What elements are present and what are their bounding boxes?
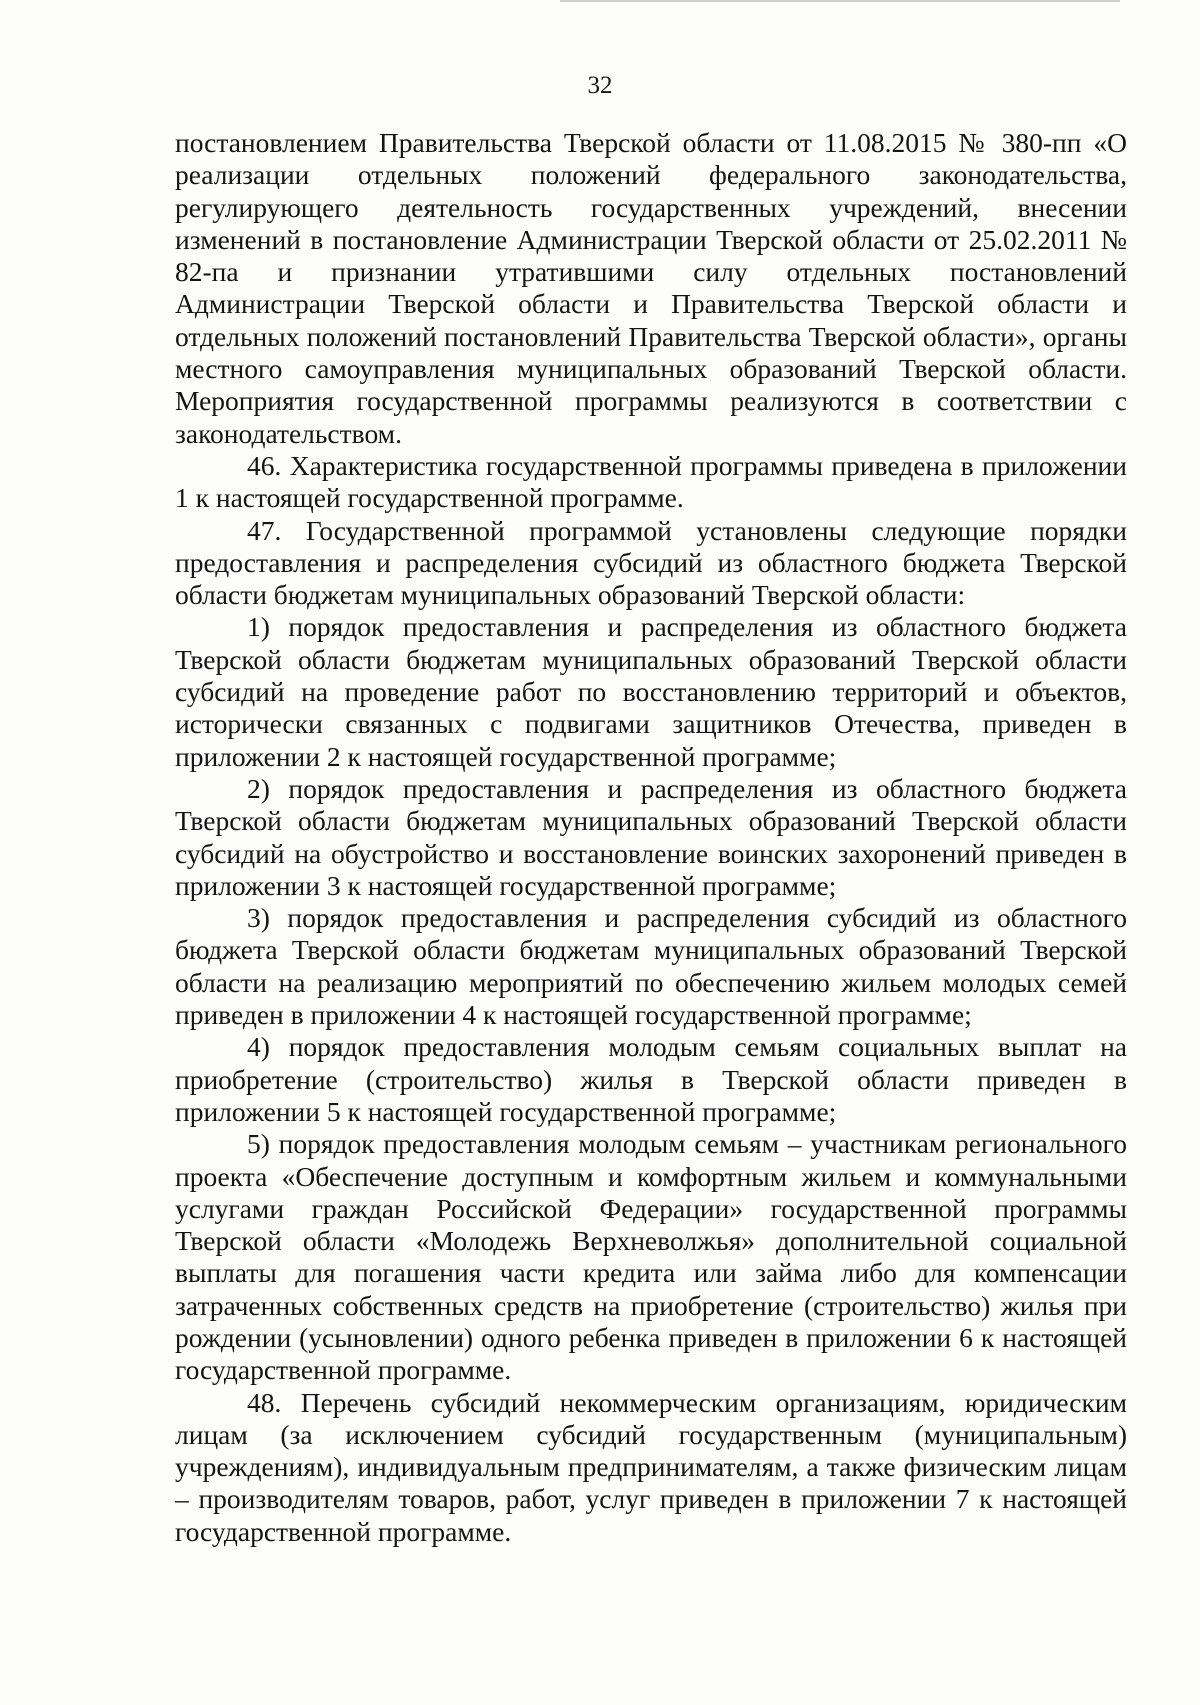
- top-edge-line: [560, 0, 1120, 2]
- list-item-2: 2) порядок предоставления и распределения из областного бюджета Тверской области бюджетам муниципальных образований Тверской области субсидий на обустройство и восстановление воинских захоронений приведен в приложении 3 к настоящей государственной программе;: [175, 772, 1127, 901]
- document-body: [175, 127, 1127, 1548]
- list-item-4: 4) порядок предоставления молодым семьям социальных выплат на приобретение (строительство) жилья в Тверской области приведен в приложении 5 к настоящей государственной программе;: [175, 1031, 1127, 1127]
- list-item-5: 5) порядок предоставления молодым семьям – участникам регионального проекта «Обеспечение доступным и комфортным жильем и коммунальными услугами граждан Российской Федерации» государственной программы Тверской области «Молодежь Верхневолжья» дополнительной социальной выплаты для погашения части кредита или займа либо для компенсации затраченных собственных средств на приобретение (строительство) жилья при рождении (усыновлении) одного ребенка приведен в приложении 6 к настоящей государственной программе.: [175, 1128, 1127, 1386]
- list-item-3: 3) порядок предоставления и распределения субсидий из областного бюджета Тверской области бюджетам муниципальных образований Тверской области на реализацию мероприятий по обеспечению жильем молодых семей приведен в приложении 4 к настоящей государственной программе;: [175, 902, 1127, 1031]
- list-item-1: 1) порядок предоставления и распределения из областного бюджета Тверской области бюджетам муниципальных образований Тверской области субсидий на проведение работ по восстановлению территорий и объектов, исторически связанных с подвигами защитников Отечества, приведен в приложении 2 к настоящей государственной программе;: [175, 611, 1127, 772]
- paragraph-47: 47. Государственной программой установлены следующие порядки предоставления и распределения субсидий из областного бюджета Тверской области бюджетам муниципальных образований Тверской области:: [175, 514, 1127, 611]
- paragraph-46: 46. Характеристика государственной программы приведена в приложении 1 к настоящей государственной программе.: [175, 449, 1127, 514]
- page-number: 32: [587, 72, 613, 99]
- paragraph-48: 48. Перечень субсидий некоммерческим организациям, юридическим лицам (за исключением субсидий государственным (муниципальным) учреждениям), индивидуальным предпринимателям, а также физическим лицам – производителям товаров, работ, услуг приведен в приложении 7 к настоящей государственной программе.: [175, 1386, 1127, 1547]
- paragraph-intro: постановлением Правительства Тверской области от 11.08.2015 № 380-пп «О реализации отдельных положений федерального законодательства, регулирующего деятельность государственных учреждений, внесении изменений в постановление Администрации Тверской области от 25.02.2011 № 82-па и признании утратившими силу отдельных постановлений Администрации Тверской области и Правительства Тверской области и отдельных положений постановлений Правительства Тверской области», органы местного самоуправления муниципальных образований Тверской области. Мероприятия государственной программы реализуются в соответствии с законодательством.: [175, 127, 1127, 449]
